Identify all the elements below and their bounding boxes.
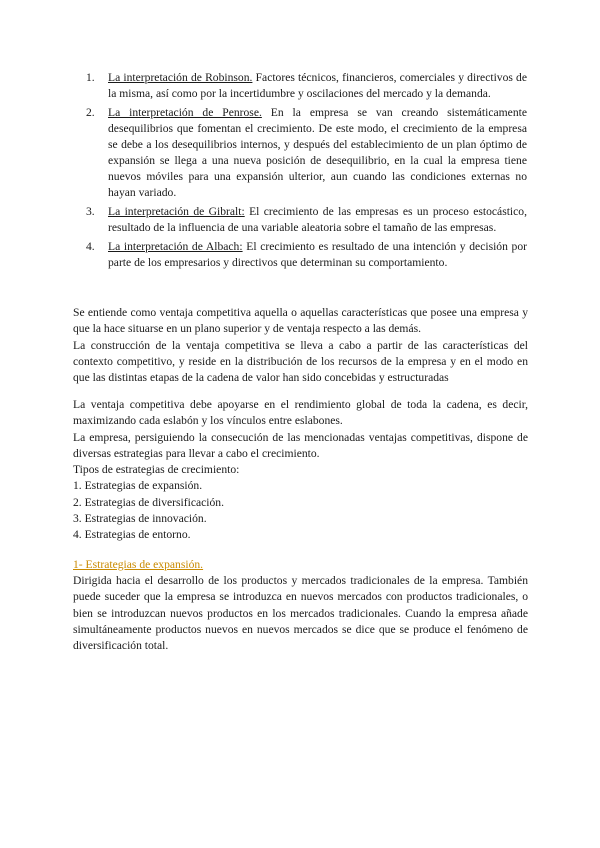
section-heading: 1- Estrategias de expansión. (73, 557, 204, 571)
strategy-type: 2. Estrategias de diversificación. (73, 495, 224, 509)
paragraph: La ventaja competitiva debe apoyarse en el rendimiento global de toda la cadena, es decir, maximizando cada eslabón y los vínculos entre eslabones. (73, 398, 528, 428)
paragraph: La empresa, persiguiendo la consecución de las mencionadas ventajas competitivas, dispone de diversas estrategias para llevar a cabo el crecimiento. (73, 430, 528, 460)
paragraph: La construcción de la ventaja competitiva se lleva a cabo a partir de las características del contexto competitivo, y reside en la distribución de los recursos de la empresa y en el modo en que las distintas etapas de la cadena de valor han sido concebidas y estructuradas (73, 338, 528, 385)
list-item-title: La interpretación de Albach: (108, 240, 243, 253)
list-item (86, 204, 527, 236)
strategy-type: 3. Estrategias de innovación. (73, 512, 207, 526)
list-item-title: La interpretación de Gibralt: (108, 205, 245, 218)
list-item-title: La interpretación de Penrose. (108, 106, 262, 119)
list-item (86, 239, 527, 271)
list-item-text: El crecimiento de las empresas es un proceso estocástico, resultado de la influencia de una variable aleatoria sobre el tamaño de las empresas. (108, 205, 527, 234)
interpretations-list (86, 70, 527, 274)
list-item (86, 105, 527, 201)
growth-strategies-block (73, 397, 528, 654)
strategy-type: 1. Estrategias de expansión. (73, 479, 203, 493)
list-number: 1. (86, 71, 95, 84)
list-item-text: Factores técnicos, financieros, comerciales y directivos de la misma, así como por la incertidumbre y oscilaciones del mercado y la demanda. (108, 71, 528, 100)
competitive-advantage-block (73, 305, 528, 386)
list-item-title: La interpretación de Robinson. (108, 71, 253, 84)
list-item (86, 70, 527, 102)
strategy-type: 4. Estrategias de entorno. (73, 528, 191, 542)
list-item-text: En la empresa se van creando sistemáticamente desequilibrios que fomentan el crecimiento. De este modo, el crecimiento de la empresa se debe a los desequilibrios internos, y después del establecimiento de un plan óptimo de expansión se llega a una nueva posición de desequilibrio, en la cual la empresa tiene nuevos móviles para una expansión ulterior, aun cuando las condiciones externas no hayan variado. (108, 106, 527, 199)
paragraph: Se entiende como ventaja competitiva aquella o aquellas características que posee una empresa y que la hace situarse en un plano superior y de ventaja respecto a las demás. (73, 306, 528, 336)
section-text: Dirigida hacia el desarrollo de los productos y mercados tradicionales de la empresa. También puede suceder que la empresa se introduzca en nuevos mercados con productos tradicionales, o bien se introduzcan nuevos productos en los mercados tradicionales. Cuando la empresa añade simultáneamente productos nuevos en nuevos mercados se dice que se produce el fenómeno de diversificación total. (73, 573, 528, 653)
list-number: 3. (86, 205, 95, 218)
types-title: Tipos de estrategias de crecimiento: (73, 463, 240, 477)
list-number: 4. (86, 240, 95, 253)
list-number: 2. (86, 106, 95, 119)
list-item-text: El crecimiento es resultado de una intención y decisión por parte de los empresarios y directivos que determinan su comportamiento. (108, 240, 528, 269)
